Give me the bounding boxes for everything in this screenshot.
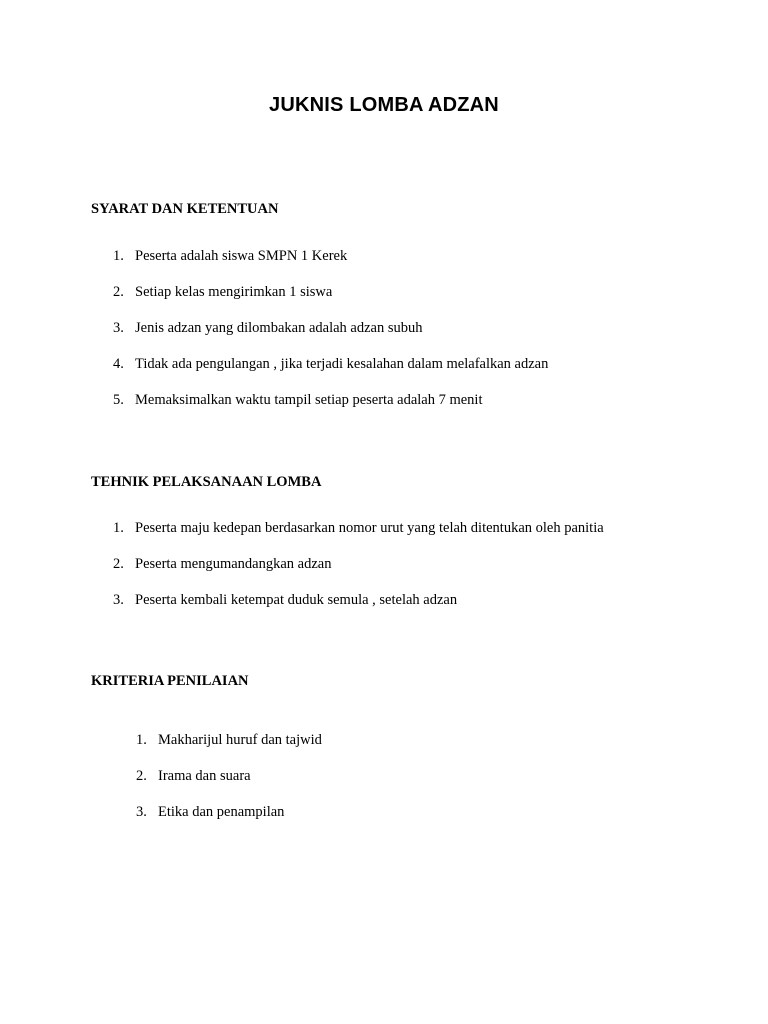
list-item-number: 3.: [113, 592, 124, 608]
section-heading-syarat: SYARAT DAN KETENTUAN: [91, 201, 279, 217]
list-item-number: 5.: [113, 392, 124, 408]
list-item-text: Makharijul huruf dan tajwid: [158, 732, 322, 748]
list-item-number: 1.: [113, 520, 124, 536]
list-item-text: Etika dan penampilan: [158, 804, 285, 820]
list-item-number: 1.: [136, 732, 147, 748]
list-item-number: 1.: [113, 248, 124, 264]
list-item-text: Tidak ada pengulangan , jika terjadi kesalahan dalam melafalkan adzan: [135, 356, 549, 372]
list-item-number: 3.: [113, 320, 124, 336]
list-item-text: Setiap kelas mengirimkan 1 siswa: [135, 284, 333, 300]
list-item-text: Peserta mengumandangkan adzan: [135, 556, 332, 572]
list-item-number: 4.: [113, 356, 124, 372]
list-item-number: 2.: [136, 768, 147, 784]
list-item-number: 2.: [113, 556, 124, 572]
list-item-number: 3.: [136, 804, 147, 820]
section-heading-tehnik: TEHNIK PELAKSANAAN LOMBA: [91, 474, 322, 490]
list-item-text: Peserta adalah siswa SMPN 1 Kerek: [135, 248, 348, 264]
section-heading-kriteria: KRITERIA PENILAIAN: [91, 673, 249, 689]
list-item-text: Jenis adzan yang dilombakan adalah adzan subuh: [135, 320, 423, 336]
list-item-text: Peserta kembali ketempat duduk semula , setelah adzan: [135, 592, 458, 608]
list-item-number: 2.: [113, 284, 124, 300]
list-item-text: Memaksimalkan waktu tampil setiap peserta adalah 7 menit: [135, 392, 483, 408]
list-item-text: Irama dan suara: [158, 768, 251, 784]
list-item-text: Peserta maju kedepan berdasarkan nomor urut yang telah ditentukan oleh panitia: [135, 520, 604, 536]
document-title: JUKNIS LOMBA ADZAN: [269, 94, 499, 116]
